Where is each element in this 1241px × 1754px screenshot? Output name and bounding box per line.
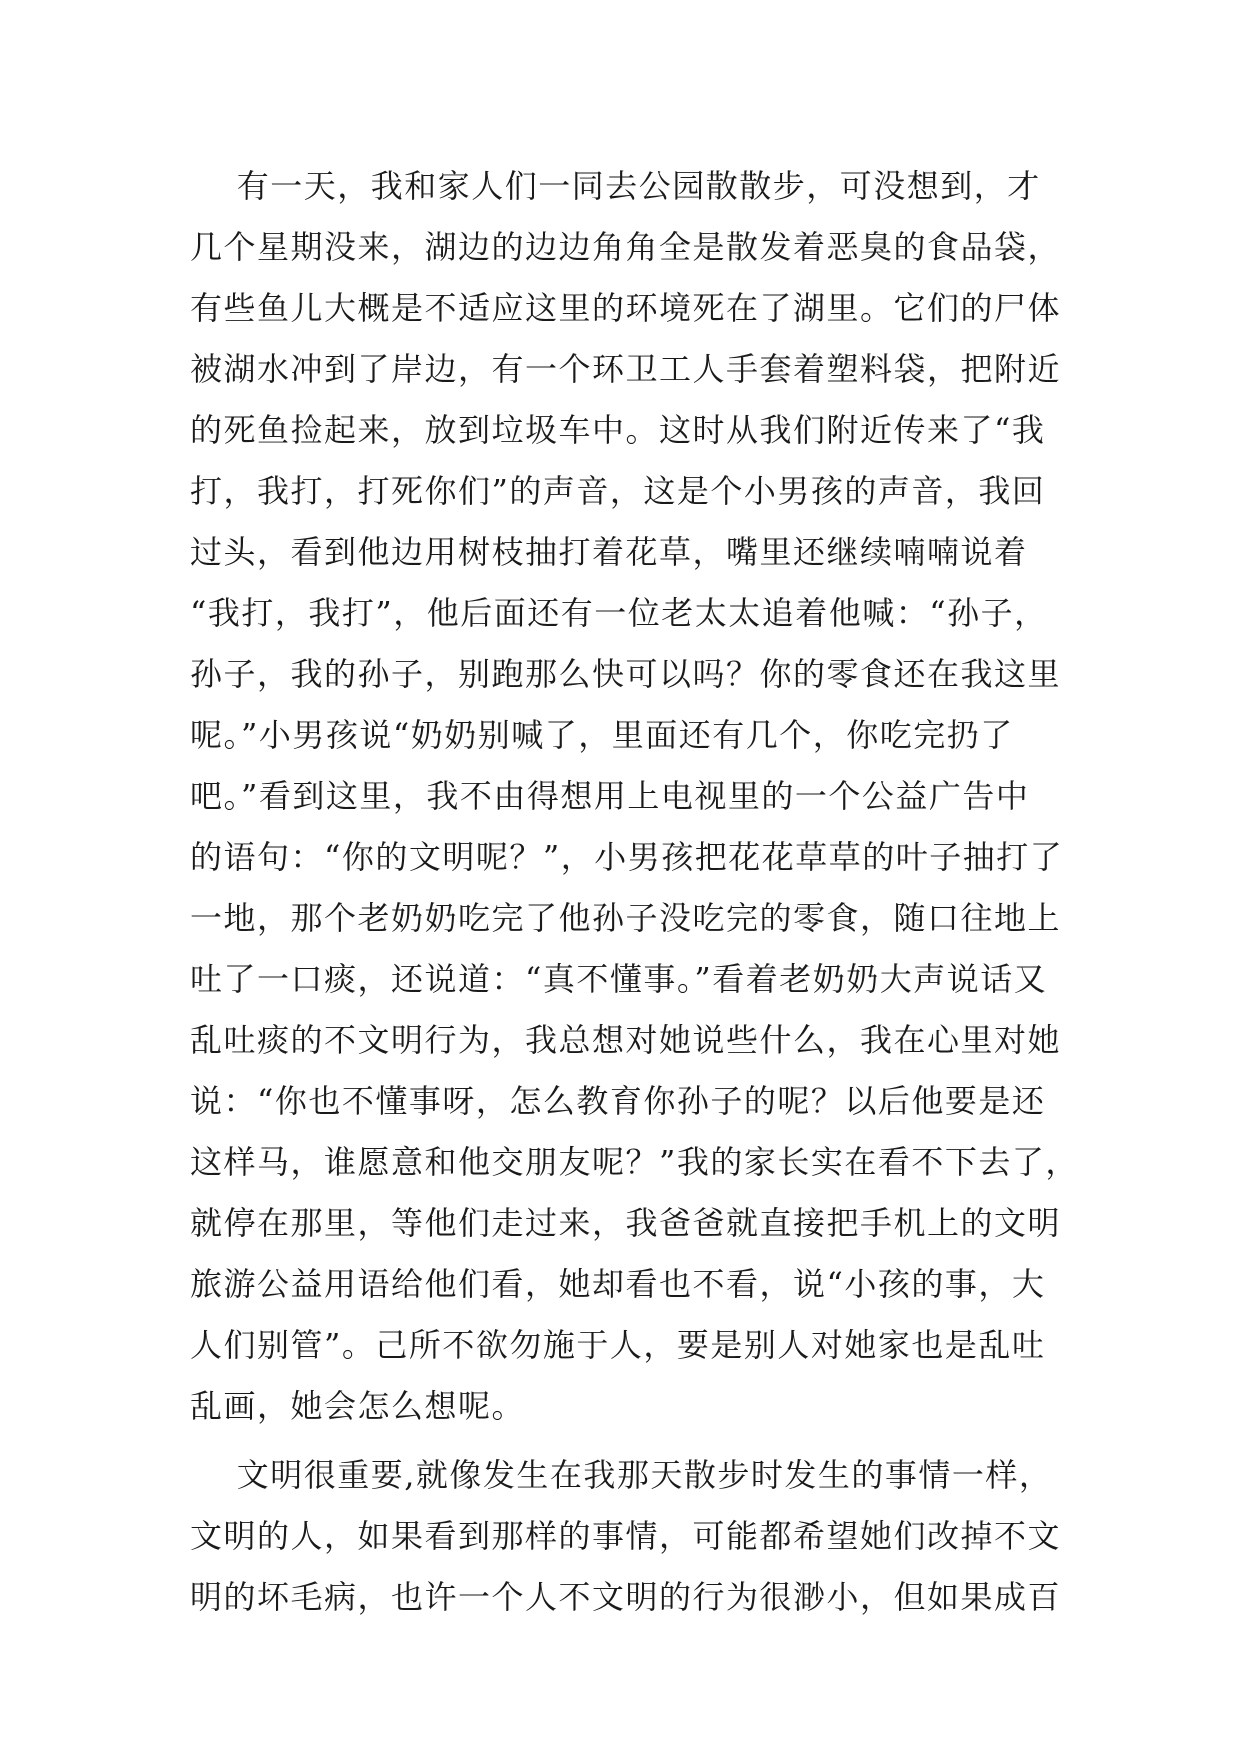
text-line: 乱吐痰的不文明行为，我总想对她说些什么，我在心里对她: [190, 1021, 1062, 1059]
text-line: 就停在那里，等他们走过来，我爸爸就直接把手机上的文明: [190, 1204, 1062, 1242]
text-line: 有一天，我和家人们一同去公园散散步，可没想到，才: [190, 167, 1041, 205]
text-line: 的语句：“你的文明呢？”，小男孩把花花草草的叶子抽打了: [190, 838, 1064, 876]
text-line: 几个星期没来，湖边的边边角角全是散发着恶臭的食品袋，: [190, 228, 1062, 266]
document-body: [190, 156, 1079, 1628]
paragraph-gap: [190, 1437, 1060, 1445]
text-line: 的死鱼捡起来，放到垃圾车中。这时从我们附近传来了“我: [190, 411, 1046, 449]
text-line: 一地，那个老奶奶吃完了他孙子没吃完的零食，随口往地上: [190, 899, 1062, 937]
text-line: 旅游公益用语给他们看，她却看也不看，说“小孩的事，大: [190, 1265, 1046, 1303]
text-line: 明的坏毛病，也许一个人不文明的行为很渺小，但如果成百: [190, 1578, 1062, 1616]
text-line: 这样马，谁愿意和他交朋友呢？”我的家长实在看不下去了，: [190, 1143, 1079, 1181]
text-line: 人们别管”。己所不欲勿施于人，要是别人对她家也是乱吐: [190, 1326, 1046, 1364]
text-line: 文明的人，如果看到那样的事情，可能都希望她们改掉不文: [190, 1517, 1062, 1555]
text-line: 乱画，她会怎么想呢。: [190, 1387, 526, 1425]
text-line: 呢。”小男孩说“奶奶别喊了，里面还有几个，你吃完扔了: [190, 716, 1014, 754]
text-line: 有些鱼儿大概是不适应这里的环境死在了湖里。它们的尸体: [190, 289, 1062, 327]
text-line: “我打，我打”，他后面还有一位老太太追着他喊：“孙子，: [190, 594, 1048, 632]
text-line: 过头，看到他边用树枝抽打着花草，嘴里还继续喃喃说着: [190, 533, 1028, 571]
text-line: 孙子，我的孙子，别跑那么快可以吗？你的零食还在我这里: [190, 655, 1062, 693]
text-line: 打，我打，打死你们”的声音，这是个小男孩的声音，我回: [190, 472, 1046, 510]
text-line: 文明很重要,就像发生在我那天散步时发生的事情一样，: [190, 1456, 1053, 1494]
text-line: 被湖水冲到了岸边，有一个环卫工人手套着塑料袋，把附近: [190, 350, 1062, 388]
text-line: 吧。”看到这里，我不由得想用上电视里的一个公益广告中: [190, 777, 1030, 815]
text-line: 说：“你也不懂事呀，怎么教育你孙子的呢？以后他要是还: [190, 1082, 1046, 1120]
text-line: 吐了一口痰，还说道：“真不懂事。”看着老奶奶大声说话又: [190, 960, 1048, 998]
paragraph-2: [190, 1445, 1060, 1628]
paragraph-1: [190, 156, 1079, 1437]
